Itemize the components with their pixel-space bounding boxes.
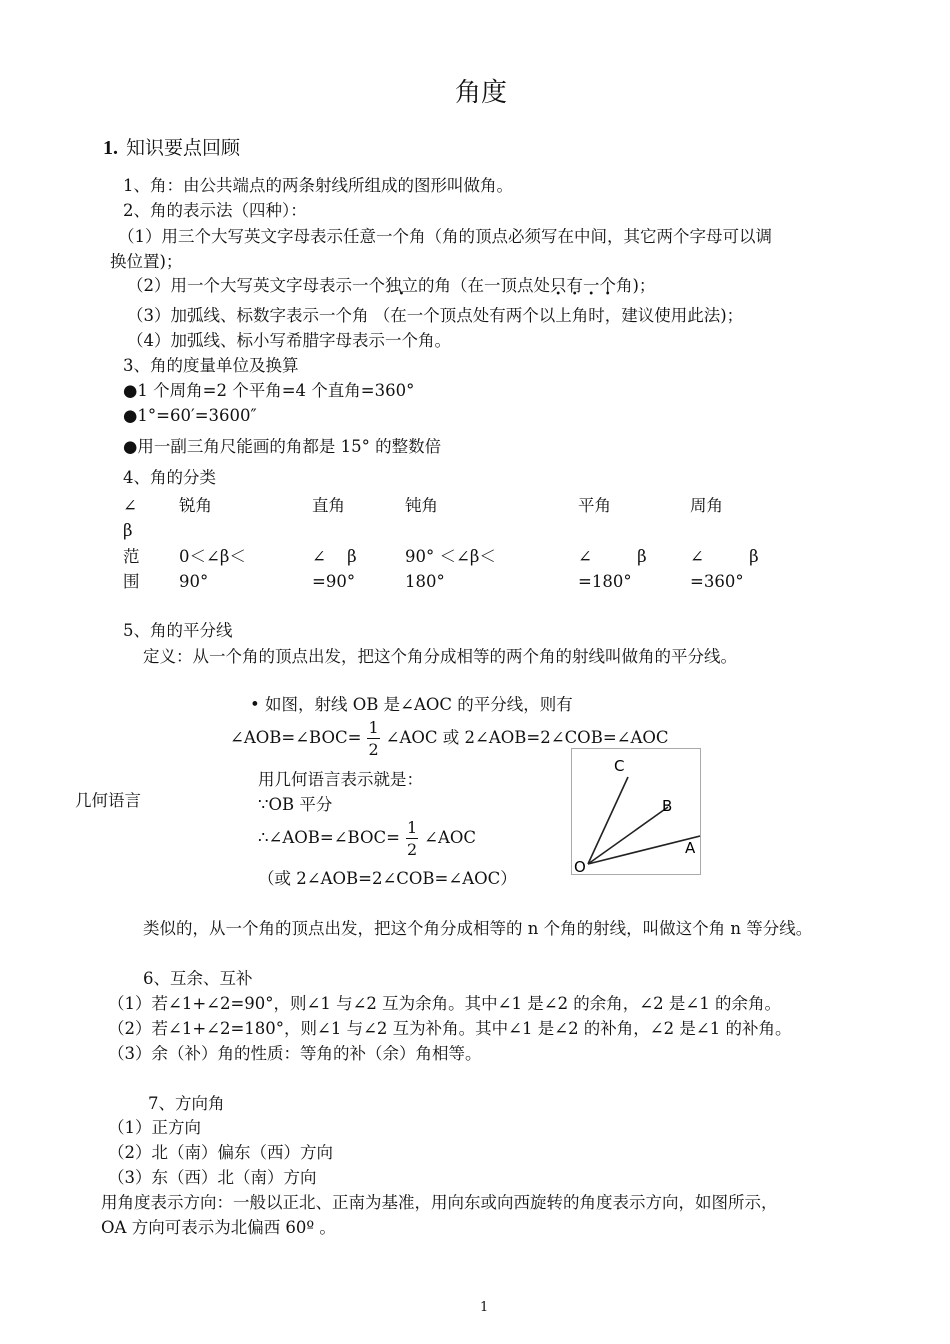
item-6-2: （2）若∠1+∠2=180°，则∠1 与∠2 互为补角。其中∠1 是∠2 的补角，∠2 是∠1 的补角。: [108, 1019, 792, 1038]
item-5-definition: 定义：从一个角的顶点出发，把这个角分成相等的两个角的射线叫做角的平分线。: [143, 647, 737, 666]
geo-line-3: 用几何语言表示就是：: [258, 770, 423, 789]
item-2-1a: （1）用三个大写英文字母表示任意一个角（角的顶点必须写在中间，其它两个字母可以调: [118, 227, 772, 246]
emphasis-independent: 独立: [385, 276, 418, 295]
angle-bisector-figure: [571, 748, 701, 875]
item-2-4: （4）加弧线、标小写希腊字母表示一个角。: [127, 331, 451, 350]
classify-cell: =180°: [578, 572, 632, 591]
classify-cell: 直角: [312, 496, 345, 515]
fraction-half: $\frac{1}{2}$: [368, 718, 379, 759]
item-2-2: [127, 275, 655, 297]
item-7-2: （2）北（南）偏东（西）方向: [108, 1143, 333, 1162]
bullet-1: ●1 个周角=2 个平角=4 个直角=360°: [123, 381, 415, 400]
item-4: 4、角的分类: [123, 468, 216, 487]
ray-oa: [588, 836, 700, 864]
page-number: 1: [480, 1300, 489, 1315]
item-2-1b: 换位置)；: [110, 252, 183, 271]
item-1: 1、角：由公共端点的两条射线所组成的图形叫做角。: [123, 176, 513, 195]
item-7-1: （1）正方向: [108, 1118, 201, 1137]
classify-cell: ∠ β: [312, 547, 357, 566]
geo-line-2: ∠AOB=∠BOC= $\frac{1}{2}$ ∠AOC 或 2∠AOB=2∠COB=∠AOC: [230, 718, 669, 759]
classify-cell: =360°: [690, 572, 744, 591]
page-title: 角度: [455, 78, 508, 108]
text: （2）用一个大写英文字母表示一个: [127, 276, 385, 295]
text: 角)；: [616, 276, 656, 295]
item-7-desc-a: 用角度表示方向：一般以正北、正南为基准，用向东或向西旋转的角度表示方向，如图所示，: [101, 1193, 778, 1212]
classify-cell: β: [123, 521, 133, 540]
section-heading: [103, 133, 240, 160]
geo-line-6: （或 2∠AOB=2∠COB=∠AOC）: [258, 869, 517, 888]
emphasis-char: 有: [566, 276, 583, 295]
item-3: 3、角的度量单位及换算: [123, 356, 299, 375]
item-7: 7、方向角: [148, 1094, 225, 1113]
geo-language-label: 几何语言: [75, 791, 141, 810]
item-2: 2、角的表示法（四种）：: [123, 201, 307, 220]
text: 的角（在一顶点处: [418, 276, 550, 295]
classify-cell: =90°: [312, 572, 356, 591]
classify-cell: 周角: [690, 496, 723, 515]
item-7-3: （3）东（西）北（南）方向: [108, 1168, 317, 1187]
fraction-half: $\frac{1}{2}$: [406, 818, 418, 859]
classify-cell: 锐角: [179, 496, 212, 515]
label-a: A: [685, 839, 696, 857]
bullet-3: ●用一副三角尺能画的角都是 15° 的整数倍: [123, 437, 442, 456]
angle-figure-svg: [572, 749, 700, 874]
geo-line-1: • 如图，射线 OB 是∠AOC 的平分线，则有: [250, 695, 573, 714]
classify-cell: 钝角: [405, 496, 438, 515]
ray-oc: [588, 777, 628, 864]
section-label: 知识要点回顾: [126, 137, 241, 159]
item-6-1: （1）若∠1+∠2=90°，则∠1 与∠2 互为余角。其中∠1 是∠2 的余角，∠2 是∠1 的余角。: [108, 994, 781, 1013]
emphasis-char: 一: [583, 276, 600, 295]
item-5: 5、角的平分线: [123, 621, 233, 640]
emphasis-only-one: [550, 276, 616, 295]
label-b: B: [662, 797, 673, 815]
label-o: O: [574, 858, 586, 874]
item-7-desc-b: OA 方向可表示为北偏西 60º 。: [101, 1218, 336, 1237]
item-5-similar: 类似的，从一个角的顶点出发，把这个角分成相等的 n 个角的射线，叫做这个角 n 等分线。: [143, 919, 813, 938]
classify-cell: ∠: [123, 496, 137, 515]
classify-cell: ∠ β: [690, 547, 759, 566]
classify-cell: 范: [123, 547, 140, 566]
classify-cell: 0＜∠β＜: [179, 547, 246, 566]
item-6: 6、互余、互补: [143, 969, 253, 988]
classify-cell: 平角: [578, 496, 611, 515]
emphasis-char: 只: [550, 276, 567, 295]
geo-line-4: ∵OB 平分: [258, 795, 333, 814]
item-2-3: （3）加弧线、标数字表示一个角 （在一个顶点处有两个以上角时，建议使用此法)；: [127, 306, 744, 325]
classify-cell: 90°: [179, 572, 209, 591]
classify-cell: 180°: [405, 572, 445, 591]
label-c: C: [614, 757, 625, 775]
ray-ob: [588, 807, 668, 864]
bullet-2: ●1°=60′=3600″: [123, 406, 257, 425]
section-number: 1.: [103, 137, 118, 159]
emphasis-char: 个: [599, 276, 616, 295]
classify-cell: 90° ＜∠β＜: [405, 547, 496, 566]
item-6-3: （3）余（补）角的性质：等角的补（余）角相等。: [108, 1044, 482, 1063]
classify-cell: 围: [123, 572, 140, 591]
classify-cell: ∠ β: [578, 547, 647, 566]
geo-line-5: ∴∠AOB=∠BOC= $\frac{1}{2}$ ∠AOC: [258, 818, 477, 859]
